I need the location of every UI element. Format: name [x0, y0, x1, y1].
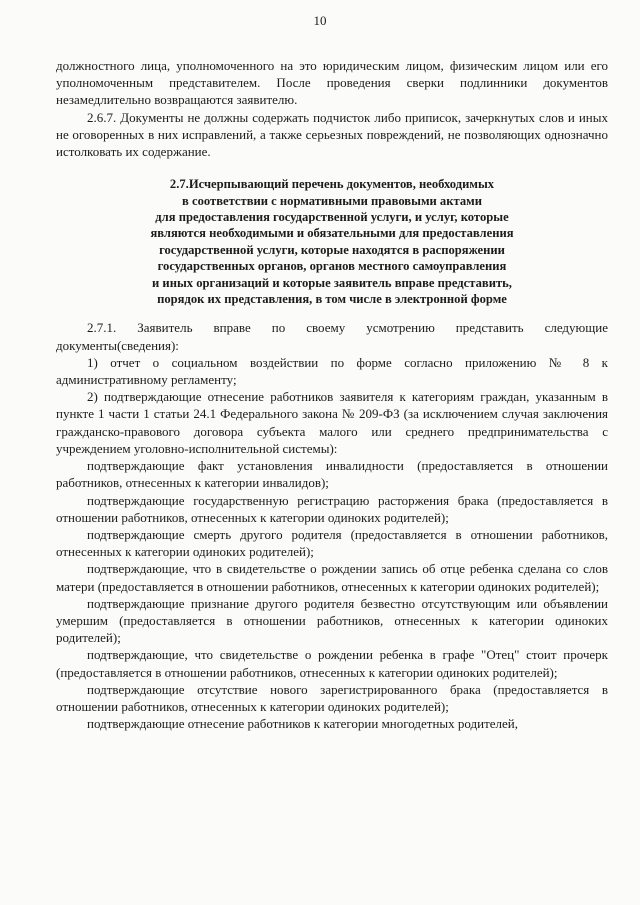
paragraph-divorce: подтверждающие государственную регистрацию расторжения брака (предоставляется в отношении работников, отнесенных к категории одиноких родителей); — [56, 492, 608, 525]
paragraph-large-family: подтверждающие отнесение работников к категории многодетных родителей, — [87, 716, 518, 732]
heading-line: 2.7.Исчерпывающий перечень документов, необходимых — [169, 177, 495, 192]
heading-line: государственной услуги, которые находятся в распоряжении — [159, 242, 505, 257]
paragraph-2-7-1: 2.7.1. Заявитель вправе по своему усмотрению представить следующие документы(сведения): — [56, 320, 608, 353]
heading-line: порядок их представления, в том числе в электронной форме — [157, 292, 507, 307]
paragraph-missing-parent: подтверждающие признание другого родителя безвестно отсутствующим или объявлении умершим (предоставляется в отношении работников, отнесенных к категории одиноких родителей); — [56, 595, 608, 646]
paragraph-continuation: должностного лица, уполномоченного на это юридическим лицом, физическим лицом или его уполномоченным представителем. После проведения сверки подлинники документов незамедлительно возвращаются заявителю. — [56, 58, 608, 108]
paragraph-father-dash: подтверждающие, что свидетельстве о рождении ребенка в графе "Отец" стоит прочерк (предоставляется в отношении работников, отнесенных к категории одиноких родителей); — [56, 647, 608, 680]
section-heading-2-7 — [56, 176, 608, 307]
paragraph-2-6-7: 2.6.7. Документы не должны содержать подчисток либо приписок, зачеркнутых слов и иных не оговоренных в них исправлений, а также серьезных повреждений, не позволяющих однозначно истолковать их содержание. — [56, 109, 608, 160]
heading-line: и иных организаций и которые заявитель вправе представить, — [152, 275, 512, 290]
document-body — [56, 57, 608, 732]
list-item-2: 2) подтверждающие отнесение работников заявителя к категориям граждан, указанным в пункте 1 части 1 статьи 24.1 Федерального закона № 209-ФЗ (за исключением случая заключения гражданско-правового договора субъекта малого или среднего предпринимательства с учреждением уголовно-исполнительной системы): — [56, 389, 608, 456]
paragraph-parent-death: подтверждающие смерть другого родителя (предоставляется в отношении работников, отнесенных к категории одиноких родителей); — [56, 526, 608, 560]
paragraph-father-record: подтверждающие, что в свидетельстве о рождении запись об отце ребенка сделана со слов матери (предоставляется в отношении работников, отнесенных к категории одиноких родителей); — [56, 561, 608, 594]
page-number: 10 — [313, 13, 327, 28]
paragraph-disability: подтверждающие факт установления инвалидности (предоставляется в отношении работников, отнесенных к категории инвалидов); — [56, 458, 608, 491]
heading-line: для предоставления государственной услуги, и услуг, которые — [155, 210, 509, 225]
heading-line: в соответствии с нормативными правовыми актами — [182, 193, 482, 208]
heading-line: являются необходимыми и обязательными для предоставления — [150, 226, 514, 241]
list-item-1: 1) отчет о социальном воздействии по форме согласно приложению № 8 к административному регламенту; — [56, 354, 608, 388]
paragraph-no-marriage: подтверждающие отсутствие нового зарегистрированного брака (предоставляется в отношении работников, отнесенных к категории одиноких родителей); — [56, 681, 608, 714]
heading-line: государственных органов, органов местного самоуправления — [157, 259, 507, 274]
